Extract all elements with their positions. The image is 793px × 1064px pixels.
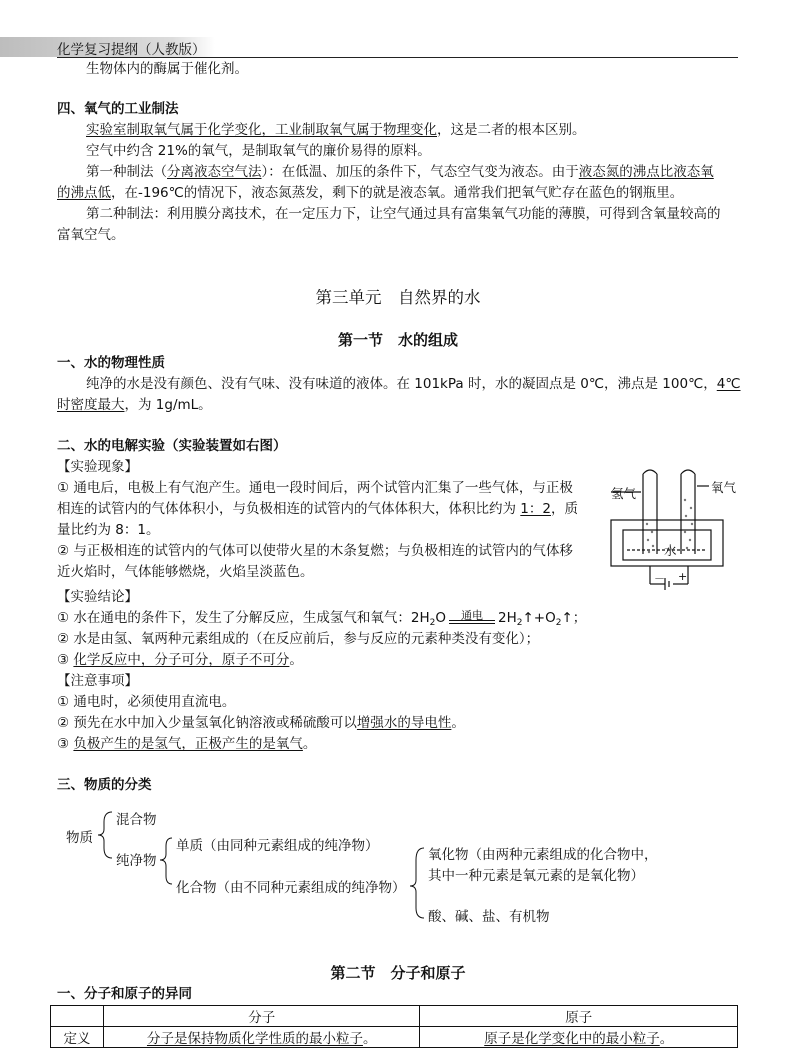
class-root: 物质: [66, 830, 93, 846]
note3-end: 。: [302, 736, 317, 752]
atom-def-end: 。: [659, 1031, 674, 1047]
concl3-underline: 化学反应中，分子可分，原子不可分: [73, 652, 290, 668]
concl3-end: 。: [289, 652, 303, 668]
sub-2b: 2: [516, 618, 523, 628]
concl-head: 【实验结论】: [57, 589, 138, 605]
phys-line1-u: 4℃: [716, 376, 741, 392]
header-atom: 原子: [420, 1006, 738, 1027]
phys-line2-b: ，为 1g/mL。: [124, 397, 212, 413]
phen1-c: ，质: [550, 501, 578, 517]
concl1-d: ↑；: [561, 610, 587, 626]
left-test-tube: [643, 470, 657, 554]
concl1-b: 2H: [498, 610, 517, 626]
molecule-def-end: 。: [362, 1031, 377, 1047]
phen1-b: 相连的试管内的气体体积小，与负极相连的试管内的气体体积大，体积比约为: [57, 501, 516, 517]
section2-title: 第二节 分子和原子: [330, 964, 466, 982]
unit-title: 第三单元 自然界的水: [315, 288, 481, 307]
header-title: 化学复习提纲（人教版）: [57, 42, 206, 58]
top-line: 生物体内的酶属于催化剂。: [86, 61, 248, 77]
concl3-num: ③: [57, 652, 74, 668]
phen2-line1: ② 与正极相连的试管内的气体可以使带火星的木条复燃；与负极相连的试管内的气体移: [57, 543, 573, 559]
concl1-o: O: [435, 610, 447, 626]
fig-label-hydrogen: 氢气: [611, 486, 637, 501]
phys-line2: [57, 395, 739, 416]
concl3-line: [57, 650, 739, 671]
reaction-condition-arrow: [449, 609, 495, 624]
classification-braces: [0, 800, 793, 930]
class-compound: 化合物（由不同种元素组成的纯净物）: [176, 880, 406, 896]
note1-line: ① 通电时，必须使用直流电。: [57, 694, 236, 710]
class-pure: 纯净物: [116, 853, 157, 869]
phen1-line1: ① 通电后，电极上有气泡产生。通电一段时间后，两个试管内汇集了一些气体，与正极: [57, 480, 573, 496]
note-head: 【注意事项】: [57, 673, 138, 689]
sub-2c: 2: [555, 618, 562, 628]
brace-pure: [160, 838, 172, 884]
note3-line: [57, 734, 739, 755]
row-label-definition: 定义: [51, 1027, 104, 1048]
sec4-p3-a: 第一种制法（: [86, 164, 167, 180]
molatom-title: 一、分子和原子的异同: [57, 986, 192, 1002]
brace-compound: [410, 848, 424, 918]
molecule-atom-table: [50, 1005, 738, 1048]
header-rule: [57, 57, 738, 58]
sec4-p3-c: ，在-196℃的情况下，液态氮蒸发，剩下的就是液态氧。通常我们把氧气贮存在蓝色的钢瓶里。: [111, 185, 684, 201]
phys-line1: [57, 374, 768, 395]
note3-underline: 负极产生的是氢气，正极产生的是氧气: [73, 736, 303, 752]
sec4-para4-line1: 第二种制法：利用膜分离技术，在一定压力下，让空气通过具有富集氧气功能的薄膜，可得到含氧量较高的: [86, 206, 721, 222]
fig-label-plus: +: [678, 570, 688, 583]
concl1-a: ① 水在通电的条件下，发生了分解反应，生成氢气和氧气：2H: [57, 610, 430, 626]
reaction-condition: 通电: [461, 609, 484, 622]
sec4-p1-rest: ，这是二者的根本区别。: [437, 122, 586, 138]
fig-label-water: 水: [664, 543, 677, 558]
concl2-line: ② 水是由氢、氧两种元素组成的（在反应前后，参与反应的元素种类没有变化）；: [57, 631, 540, 647]
sub-2a: 2: [429, 618, 436, 628]
sec4-para3-line2: [57, 183, 739, 204]
sec4-p1-underline: 实验室制取氧气属于化学变化，工业制取氧气属于物理变化: [86, 122, 437, 138]
phys-line1-a: 纯净的水是没有颜色、没有气味、没有味道的液体。在 101kPa 时，水的凝固点是 0℃，沸点是 100℃，: [86, 376, 717, 392]
sec4-para4-line2: 富氧空气。: [57, 227, 125, 243]
elec-title: 二、水的电解实验（实验装置如右图）: [57, 438, 287, 454]
phen-head: 【实验现象】: [57, 459, 138, 475]
classify-title: 三、物质的分类: [57, 777, 152, 793]
phen2-line2: 近火焰时，气体能够燃烧，火焰呈淡蓝色。: [57, 564, 314, 580]
class-oxide-line1: 氧化物（由两种元素组成的化合物中，: [428, 847, 658, 863]
sec4-para2: 空气中约含 21%的氧气，是制取氧气的廉价易得的原料。: [86, 143, 431, 159]
molecule-def-text: 分子是保持物质化学性质的最小粒子: [146, 1031, 363, 1047]
phen1-ratio: 1：2: [520, 501, 551, 517]
table-header-row: [51, 1006, 738, 1027]
sec4-p3-u2: 液态氮的沸点比液态氧: [578, 164, 714, 180]
sec4-para1: [57, 120, 768, 141]
molecule-definition: [103, 1027, 420, 1048]
note2-line: [57, 713, 739, 734]
sec4-para3-line1: [57, 162, 768, 183]
sec4-p3-b: ）：在低温、加压的条件下，气态空气变为液态。由于: [261, 164, 579, 180]
brace-substance: [98, 812, 112, 858]
phys-title: 一、水的物理性质: [57, 355, 165, 371]
sec4-p3-u1: 分离液态空气法: [167, 164, 262, 180]
class-mixture: 混合物: [116, 812, 157, 828]
right-test-tube: [681, 470, 695, 554]
atom-def-text: 原子是化学变化中的最小粒子: [484, 1031, 660, 1047]
fig-label-minus: －: [654, 572, 665, 585]
table-corner: [51, 1006, 104, 1027]
header-molecule: 分子: [103, 1006, 420, 1027]
section1-title: 第一节 水的组成: [337, 331, 458, 349]
atom-definition: [420, 1027, 738, 1048]
class-oxide-line2: 其中一种元素是氧元素的是氧化物）: [428, 868, 644, 884]
phys-line2-u: 时密度最大: [57, 397, 125, 413]
sec4-title: 四、氧气的工业制法: [57, 101, 179, 117]
concl1-c: ↑+O: [522, 610, 556, 626]
fig-label-oxygen: 氧气: [711, 480, 737, 495]
note2-end: 。: [451, 715, 465, 731]
class-element: 单质（由同种元素组成的纯净物）: [176, 838, 379, 854]
note3-num: ③: [57, 736, 74, 752]
table-row: [51, 1027, 738, 1048]
note2-a: ② 预先在水中加入少量氢氧化钠溶液或稀硫酸可以: [57, 715, 357, 731]
sec4-p3-u3: 的沸点低: [57, 185, 111, 201]
note2-underline: 增强水的导电性: [356, 715, 452, 731]
class-others: 酸、碱、盐、有机物: [428, 909, 550, 925]
phen1-line3: 量比约为 8：1。: [57, 522, 160, 538]
